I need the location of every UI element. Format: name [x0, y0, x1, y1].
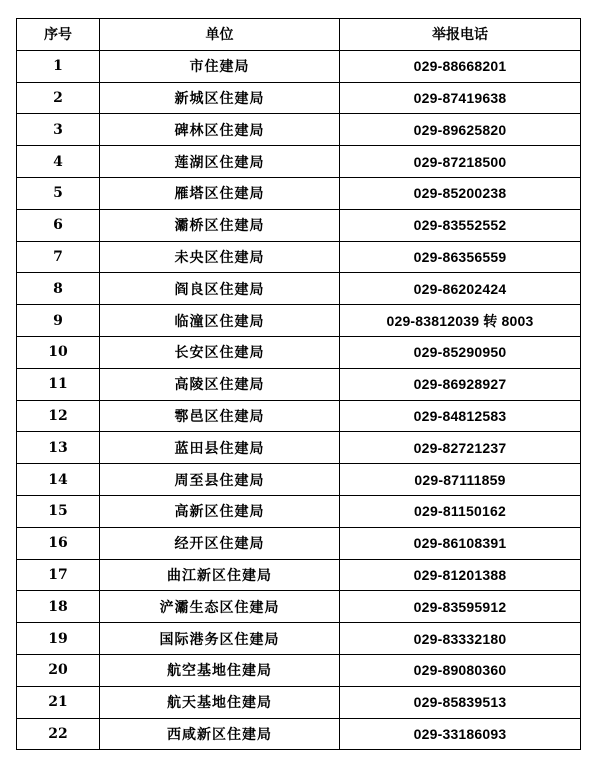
- row-index: 3: [17, 114, 100, 146]
- table-row: [17, 527, 581, 559]
- row-phone: 029-85200238: [340, 177, 581, 209]
- row-unit: 鄠邑区住建局: [100, 400, 340, 432]
- row-unit: 莲湖区住建局: [100, 146, 340, 178]
- row-phone: 029-85290950: [340, 336, 581, 368]
- table-row: [17, 686, 581, 718]
- row-phone: 029-86356559: [340, 241, 581, 273]
- row-index: 20: [17, 654, 100, 686]
- row-index: 22: [17, 718, 100, 750]
- row-unit: 新城区住建局: [100, 82, 340, 114]
- row-index: 10: [17, 336, 100, 368]
- row-unit: 临潼区住建局: [100, 305, 340, 337]
- row-index: 13: [17, 432, 100, 464]
- row-index: 7: [17, 241, 100, 273]
- row-unit: 灞桥区住建局: [100, 209, 340, 241]
- table-row: [17, 623, 581, 655]
- row-phone: 029-83552552: [340, 209, 581, 241]
- row-index: 6: [17, 209, 100, 241]
- table-row: [17, 82, 581, 114]
- row-phone: 029-84812583: [340, 400, 581, 432]
- row-phone: 029-83595912: [340, 591, 581, 623]
- row-unit: 雁塔区住建局: [100, 177, 340, 209]
- row-phone: 029-87419638: [340, 82, 581, 114]
- table-row: [17, 273, 581, 305]
- row-unit: 浐灞生态区住建局: [100, 591, 340, 623]
- row-index: 12: [17, 400, 100, 432]
- table-row: [17, 654, 581, 686]
- row-unit: 国际港务区住建局: [100, 623, 340, 655]
- row-index: 9: [17, 305, 100, 337]
- row-phone: 029-89080360: [340, 654, 581, 686]
- row-index: 2: [17, 82, 100, 114]
- table-row: [17, 305, 581, 337]
- row-unit: 航天基地住建局: [100, 686, 340, 718]
- table-header-row: [17, 19, 581, 51]
- row-index: 8: [17, 273, 100, 305]
- row-phone: 029-81150162: [340, 495, 581, 527]
- row-unit: 曲江新区住建局: [100, 559, 340, 591]
- row-phone: 029-33186093: [340, 718, 581, 750]
- row-unit: 航空基地住建局: [100, 654, 340, 686]
- row-index: 1: [17, 50, 100, 82]
- row-phone: 029-86108391: [340, 527, 581, 559]
- table-row: [17, 241, 581, 273]
- row-phone: 029-81201388: [340, 559, 581, 591]
- row-unit: 长安区住建局: [100, 336, 340, 368]
- row-unit: 经开区住建局: [100, 527, 340, 559]
- row-index: 19: [17, 623, 100, 655]
- row-index: 4: [17, 146, 100, 178]
- row-unit: 未央区住建局: [100, 241, 340, 273]
- table-row: [17, 50, 581, 82]
- row-index: 17: [17, 559, 100, 591]
- table-row: [17, 177, 581, 209]
- row-phone: 029-85839513: [340, 686, 581, 718]
- row-index: 14: [17, 464, 100, 496]
- row-index: 11: [17, 368, 100, 400]
- row-phone: 029-88668201: [340, 50, 581, 82]
- row-phone: 029-87111859: [340, 464, 581, 496]
- row-unit: 碑林区住建局: [100, 114, 340, 146]
- row-unit: 西咸新区住建局: [100, 718, 340, 750]
- table-row: [17, 209, 581, 241]
- row-index: 15: [17, 495, 100, 527]
- table-row: [17, 400, 581, 432]
- row-phone: 029-86928927: [340, 368, 581, 400]
- table-row: [17, 432, 581, 464]
- table-row: [17, 718, 581, 750]
- table-row: [17, 146, 581, 178]
- row-index: 5: [17, 177, 100, 209]
- row-phone: 029-87218500: [340, 146, 581, 178]
- row-index: 16: [17, 527, 100, 559]
- row-unit: 市住建局: [100, 50, 340, 82]
- table-row: [17, 368, 581, 400]
- row-phone: 029-82721237: [340, 432, 581, 464]
- table-row: [17, 591, 581, 623]
- table-row: [17, 114, 581, 146]
- row-unit: 阎良区住建局: [100, 273, 340, 305]
- row-unit: 蓝田县住建局: [100, 432, 340, 464]
- table-row: [17, 495, 581, 527]
- row-index: 18: [17, 591, 100, 623]
- table-row: [17, 559, 581, 591]
- row-unit: 周至县住建局: [100, 464, 340, 496]
- header-phone: 举报电话: [340, 19, 581, 51]
- row-phone: 029-89625820: [340, 114, 581, 146]
- row-phone: 029-83332180: [340, 623, 581, 655]
- row-unit: 高陵区住建局: [100, 368, 340, 400]
- table-body: [17, 50, 581, 750]
- row-phone: 029-86202424: [340, 273, 581, 305]
- table-row: [17, 464, 581, 496]
- header-unit: 单位: [100, 19, 340, 51]
- row-unit: 高新区住建局: [100, 495, 340, 527]
- hotline-table: [16, 18, 581, 750]
- table-row: [17, 336, 581, 368]
- header-index: 序号: [17, 19, 100, 51]
- row-phone: 029-83812039 转 8003: [340, 305, 581, 337]
- row-index: 21: [17, 686, 100, 718]
